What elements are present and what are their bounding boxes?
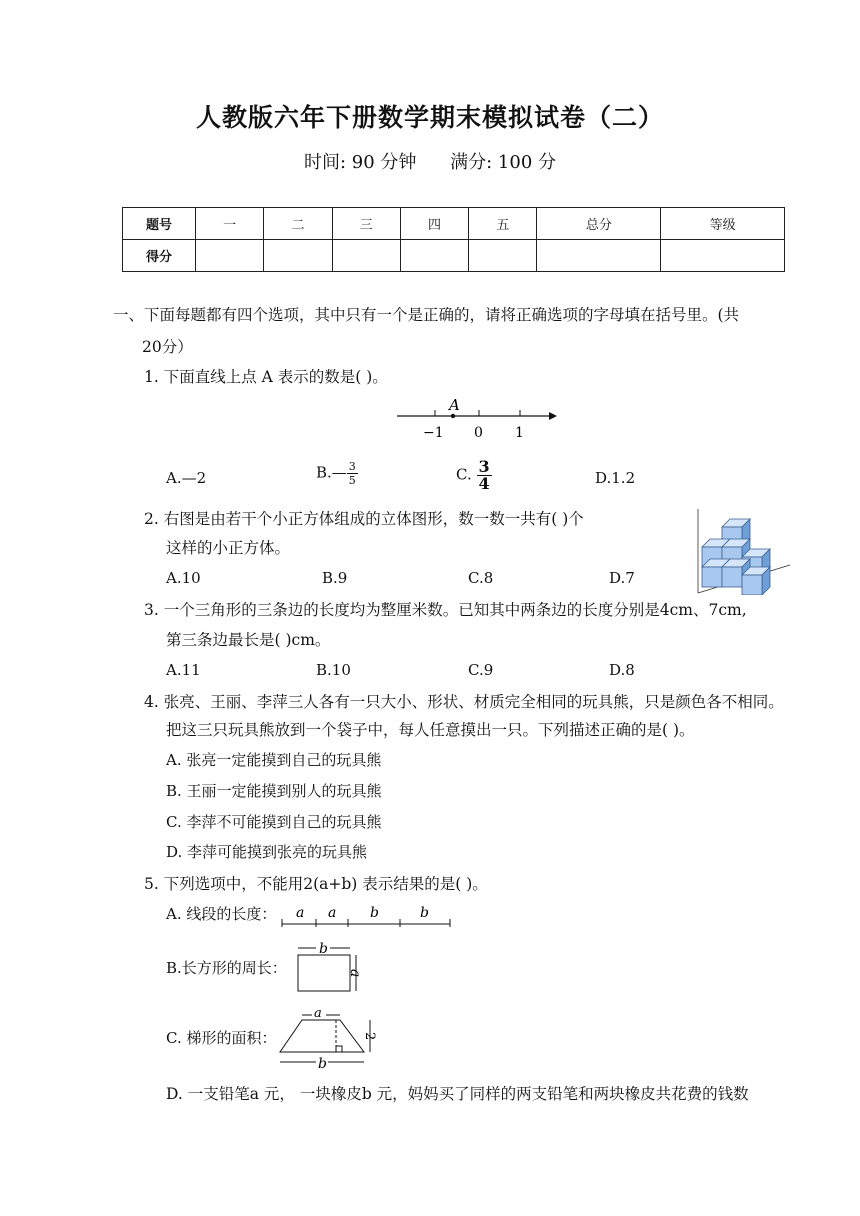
denominator: 4 — [478, 474, 490, 493]
number-line-figure — [395, 390, 565, 442]
segment-label: a — [296, 905, 305, 921]
q5-option-c[interactable]: C. 梯形的面积： — [166, 1029, 277, 1047]
q3-option-c[interactable]: C.9 — [468, 661, 494, 679]
fraction — [347, 460, 358, 487]
section1-heading: 一、下面每题都有四个选项，其中只有一个是正确的，请将正确选项的字母填在括号里。(共 — [113, 306, 740, 324]
exam-full-score: 满分: 100 分 — [450, 152, 557, 173]
score-table-cell: 得分 — [123, 240, 196, 272]
q4-stem-cont: 把这三只玩具熊放到一个袋子中，每人任意摸出一只。下列描述正确的是( )。 — [166, 721, 695, 739]
score-table-cell: 一 — [196, 208, 264, 240]
q2-stem-cont: 这样的小正方体。 — [166, 539, 291, 557]
trapezoid-figure — [276, 1004, 386, 1074]
rect-top-label: b — [319, 941, 328, 957]
q1-option-c[interactable] — [456, 459, 492, 492]
q2-option-d[interactable]: D.7 — [609, 569, 635, 587]
point-a — [451, 414, 455, 418]
q1-option-b[interactable] — [316, 460, 358, 487]
rect-side-label: a — [347, 969, 363, 978]
page-title: 人教版六年下册数学期末模拟试卷（二） — [195, 103, 664, 132]
score-input-cell[interactable] — [264, 240, 332, 272]
q2-option-a[interactable]: A.10 — [166, 569, 201, 587]
q1-option-d[interactable]: D.1.2 — [595, 469, 636, 487]
q5-option-d[interactable]: D. 一支铅笔a 元， 一块橡皮b 元，妈妈买了同样的两支铅笔和两块橡皮共花费的钱数 — [166, 1085, 749, 1103]
segment-label: b — [370, 905, 379, 921]
score-table-cell: 总分 — [537, 208, 661, 240]
q2-stem: 2. 右图是由若干个小正方体组成的立体图形，数一数一共有( )个 — [144, 510, 584, 528]
q4-stem: 4. 张亮、王丽、李萍三人各有一只大小、形状、材质完全相同的玩具熊，只是颜色各不相同。 — [144, 693, 784, 711]
score-table-cell: 五 — [469, 208, 537, 240]
denominator: 5 — [348, 474, 356, 487]
trapezoid-shape — [280, 1020, 364, 1052]
score-table-cell: 四 — [400, 208, 468, 240]
score-input-cell[interactable] — [469, 240, 537, 272]
numerator: 3 — [348, 460, 356, 473]
cube-stack-figure — [682, 503, 792, 595]
score-table-cell: 题号 — [123, 208, 196, 240]
tick-label: 0 — [474, 425, 483, 441]
exam-info — [0, 148, 860, 174]
score-input-cell[interactable] — [400, 240, 468, 272]
q5-option-a[interactable]: A. 线段的长度： — [166, 905, 277, 923]
segment-label: b — [420, 905, 429, 921]
numerator: 3 — [478, 457, 490, 476]
right-angle-mark — [336, 1046, 342, 1052]
score-input-cell[interactable] — [537, 240, 661, 272]
q4-option-b[interactable]: B. 王丽一定能摸到别人的玩具熊 — [166, 782, 382, 800]
rectangle-figure — [290, 938, 370, 996]
arrow-icon — [549, 412, 557, 420]
q5-stem: 5. 下列选项中，不能用2(a+b) 表示结果的是( )。 — [144, 875, 488, 893]
q2-option-c[interactable]: C.8 — [468, 569, 494, 587]
score-table-score-row — [123, 240, 785, 272]
section1-heading-cont: 20分） — [142, 338, 193, 356]
fraction — [477, 459, 492, 492]
score-table-cell: 二 — [264, 208, 332, 240]
q3-option-b[interactable]: B.10 — [316, 661, 351, 679]
q2-option-b[interactable]: B.9 — [322, 569, 348, 587]
rectangle-shape — [298, 955, 350, 991]
q3-option-a[interactable]: A.11 — [166, 661, 201, 679]
trap-height-label: 2 — [362, 1032, 377, 1041]
q4-option-d[interactable]: D. 李萍可能摸到张亮的玩具熊 — [166, 843, 368, 861]
score-input-cell[interactable] — [196, 240, 264, 272]
segment-figure — [278, 902, 453, 932]
point-a-label: A — [449, 396, 460, 414]
trap-top-label: a — [314, 1006, 322, 1021]
q3-stem: 3. 一个三角形的三条边的长度均为整厘米数。已知其中两条边的长度分别是4cm、7cm, — [144, 601, 747, 619]
segment-label: a — [328, 905, 337, 921]
q1-stem: 1. 下面直线上点 A 表示的数是( )。 — [144, 368, 388, 386]
score-input-cell[interactable] — [661, 240, 785, 272]
score-table-cell: 三 — [332, 208, 400, 240]
q4-option-c[interactable]: C. 李萍不可能摸到自己的玩具熊 — [166, 813, 382, 831]
q3-option-d[interactable]: D.8 — [609, 661, 635, 679]
option-prefix: C. — [456, 465, 472, 484]
q1-option-a[interactable]: A.—2 — [166, 469, 207, 487]
tick-label: 1 — [515, 425, 524, 441]
option-prefix: B.— — [316, 463, 347, 482]
score-input-cell[interactable] — [332, 240, 400, 272]
trap-bottom-label: b — [318, 1056, 327, 1072]
cube — [742, 567, 770, 595]
q3-stem-cont: 第三条边最长是( )cm。 — [166, 631, 331, 649]
score-table — [122, 207, 785, 272]
tick-label: −1 — [423, 425, 444, 441]
q4-option-a[interactable]: A. 张亮一定能摸到自己的玩具熊 — [166, 751, 382, 769]
exam-time: 时间: 90 分钟 — [303, 152, 417, 173]
q5-option-b[interactable]: B.长方形的周长： — [166, 959, 287, 977]
score-table-header-row — [123, 208, 785, 240]
score-table-cell: 等级 — [661, 208, 785, 240]
